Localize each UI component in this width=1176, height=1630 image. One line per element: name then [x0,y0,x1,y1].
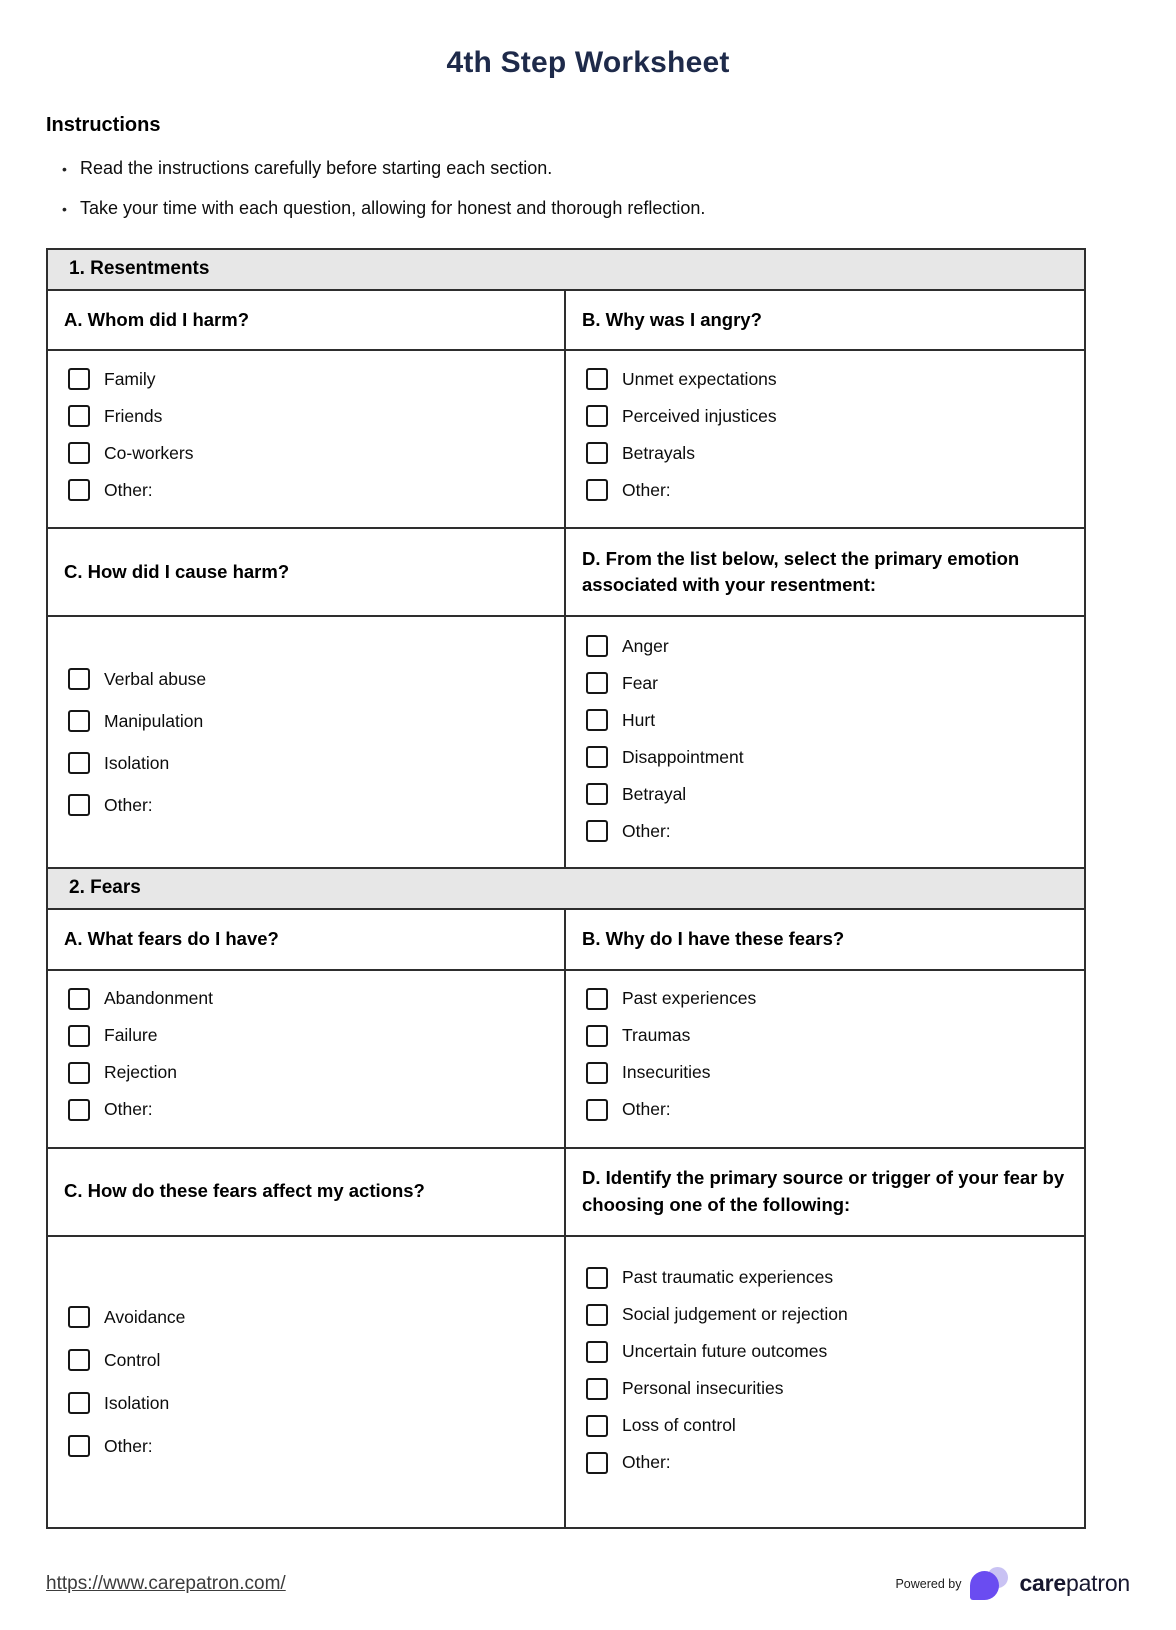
checkbox-option [586,783,1068,805]
checkbox-label: Isolation [104,752,170,773]
checkbox-option [68,368,548,390]
question-cell-a [48,910,566,968]
checkbox-label: Social judgement or rejection [622,1304,848,1325]
checkbox[interactable] [68,479,90,501]
instructions-list [46,156,1130,220]
checkbox-option [68,710,548,732]
instructions-section [46,114,1130,220]
checkbox-option [68,988,548,1010]
checkbox-label: Disappointment [622,746,744,767]
logo-bubble-shape [970,1571,999,1600]
checkbox-option [68,1062,548,1084]
question-cell-a [48,291,566,349]
checkbox-option [586,368,1068,390]
checkbox-option [586,442,1068,464]
question-row [48,529,1084,617]
checkbox-option [68,1435,548,1457]
checkbox-option [586,1304,1068,1326]
options-cell-b [566,971,1084,1147]
checkbox-label: Loss of control [622,1415,736,1436]
checkbox[interactable] [586,405,608,427]
checkbox-option [586,746,1068,768]
options-cell-d [566,1237,1084,1527]
checkbox-option [68,405,548,427]
checkbox[interactable] [68,1392,90,1414]
question-cell-b [566,910,1084,968]
checkbox-label: Rejection [104,1062,177,1083]
checkbox-label: Other: [104,794,153,815]
checkbox[interactable] [68,368,90,390]
checkbox-option [586,709,1068,731]
checkbox[interactable] [68,752,90,774]
question-label: A. Whom did I harm? [64,309,249,330]
checkbox-label: Traumas [622,1025,691,1046]
checkbox[interactable] [68,668,90,690]
checkbox-label: Family [104,368,156,389]
checkbox[interactable] [586,820,608,842]
brand-text-light: patron [1065,1570,1130,1597]
checkbox-label: Unmet expectations [622,368,777,389]
checkbox[interactable] [68,442,90,464]
checkbox[interactable] [586,442,608,464]
options-cell-d [566,617,1084,867]
checkbox-label: Perceived injustices [622,405,777,426]
checkbox-option [68,1392,548,1414]
checkbox[interactable] [68,710,90,732]
question-cell-c [48,529,566,615]
checkbox-label: Other: [104,1099,153,1120]
checkbox[interactable] [68,988,90,1010]
options-row [48,971,1084,1149]
checkbox[interactable] [68,1025,90,1047]
checkbox-option [68,794,548,816]
checkbox-label: Uncertain future outcomes [622,1341,828,1362]
question-cell-d [566,1149,1084,1235]
checkbox-option [586,1099,1068,1121]
checkbox-option [586,1025,1068,1047]
checkbox[interactable] [586,1062,608,1084]
checkbox-label: Other: [104,479,153,500]
checkbox-label: Avoidance [104,1306,186,1327]
checkbox-label: Past traumatic experiences [622,1267,834,1288]
checkbox-label: Other: [622,820,671,841]
checkbox-label: Other: [622,479,671,500]
options-row [48,617,1084,869]
checkbox[interactable] [68,405,90,427]
carepatron-link[interactable]: https://www.carepatron.com/ [46,1572,286,1594]
worksheet-table [46,248,1086,1529]
checkbox-option [586,820,1068,842]
checkbox-label: Isolation [104,1392,170,1413]
checkbox[interactable] [586,709,608,731]
checkbox[interactable] [68,794,90,816]
checkbox-label: Verbal abuse [104,668,207,689]
checkbox-label: Co-workers [104,442,194,463]
question-label: D. From the list below, select the primary emotion associated with your resentment: [582,548,1020,596]
checkbox-option [68,752,548,774]
checkbox[interactable] [68,1349,90,1371]
checkbox-option [68,668,548,690]
checkbox-option [586,635,1068,657]
carepatron-brand-text [1019,1570,1130,1597]
checkbox[interactable] [68,1306,90,1328]
checkbox[interactable] [586,635,608,657]
question-row [48,910,1084,970]
instruction-text: Read the instructions carefully before starting each section. [80,158,553,178]
checkbox-option [586,1378,1068,1400]
instruction-item [46,196,1130,220]
checkbox-label: Other: [622,1099,671,1120]
checkbox-label: Betrayals [622,442,695,463]
checkbox[interactable] [586,1452,608,1474]
options-cell-c [48,1237,566,1527]
checkbox-option [68,1099,548,1121]
question-row [48,1149,1084,1237]
carepatron-logo-icon [970,1567,1010,1601]
checkbox-label: Past experiences [622,988,757,1009]
brand-text-bold: care [1019,1570,1066,1597]
instruction-item [46,156,1130,180]
options-row [48,351,1084,529]
checkbox-option [68,1349,548,1371]
checkbox-option [586,988,1068,1010]
checkbox[interactable] [586,988,608,1010]
question-cell-d [566,529,1084,615]
checkbox[interactable] [586,783,608,805]
checkbox-option [586,672,1068,694]
instructions-heading: Instructions [46,114,161,136]
checkbox[interactable] [586,479,608,501]
section-header-resentments: 1. Resentments [48,250,1084,291]
checkbox-option [68,442,548,464]
question-cell-b [566,291,1084,349]
checkbox-option [586,1062,1068,1084]
checkbox[interactable] [586,1378,608,1400]
checkbox[interactable] [586,672,608,694]
checkbox[interactable] [586,368,608,390]
checkbox[interactable] [586,1267,608,1289]
checkbox-option [586,479,1068,501]
checkbox-label: Betrayal [622,783,687,804]
checkbox-option [586,1341,1068,1363]
checkbox[interactable] [586,746,608,768]
checkbox[interactable] [68,1062,90,1084]
checkbox[interactable] [586,1341,608,1363]
question-label: B. Why do I have these fears? [582,928,845,950]
options-cell-a [48,351,566,527]
question-label: A. What fears do I have? [64,928,279,950]
checkbox-label: Fear [622,672,658,693]
question-cell-c [48,1149,566,1235]
checkbox-label: Other: [104,1435,153,1456]
checkbox-label: Abandonment [104,988,213,1009]
checkbox-option [68,1306,548,1328]
checkbox-label: Manipulation [104,710,204,731]
checkbox-option [586,1415,1068,1437]
options-row [48,1237,1084,1527]
question-label: D. Identify the primary source or trigger of your fear by choosing one of the following: [582,1167,1065,1215]
page-title: 4th Step Worksheet [446,46,730,79]
page-footer [46,1567,1130,1601]
checkbox-label: Other: [622,1452,671,1473]
checkbox-label: Failure [104,1025,158,1046]
question-row [48,291,1084,351]
options-cell-c [48,617,566,867]
checkbox-option [586,405,1068,427]
section-header-fears: 2. Fears [48,869,1084,910]
question-label: B. Why was I angry? [582,309,762,330]
checkbox[interactable] [586,1025,608,1047]
checkbox-label: Friends [104,405,163,426]
instruction-text: Take your time with each question, allowing for honest and thorough reflection. [80,198,706,218]
checkbox-option [586,1452,1068,1474]
checkbox[interactable] [586,1304,608,1326]
checkbox[interactable] [586,1099,608,1121]
checkbox-label: Hurt [622,709,656,730]
checkbox-label: Insecurities [622,1062,711,1083]
checkbox[interactable] [68,1435,90,1457]
checkbox-option [68,479,548,501]
checkbox-option [68,1025,548,1047]
options-cell-b [566,351,1084,527]
checkbox-option [586,1267,1068,1289]
checkbox[interactable] [586,1415,608,1437]
question-label: C. How do these fears affect my actions? [64,1180,425,1202]
checkbox-label: Personal insecurities [622,1378,784,1399]
checkbox-label: Control [104,1349,161,1370]
powered-by-label: Powered by [895,1576,962,1591]
checkbox[interactable] [68,1099,90,1121]
checkbox-label: Anger [622,635,669,656]
options-cell-a [48,971,566,1147]
powered-by-block [895,1567,1130,1601]
question-label: C. How did I cause harm? [64,561,290,583]
